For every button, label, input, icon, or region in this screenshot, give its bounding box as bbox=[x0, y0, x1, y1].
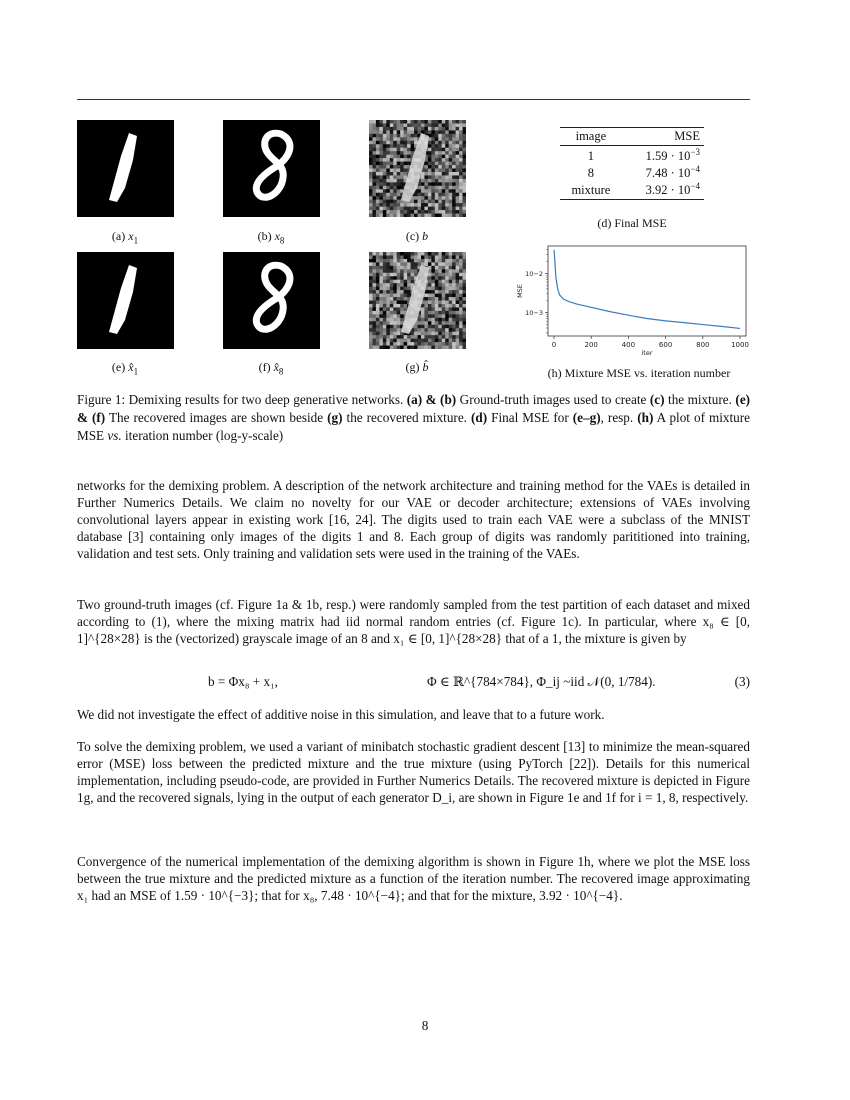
one-digit-image bbox=[369, 252, 466, 349]
mse-vs-iteration-plot bbox=[508, 244, 758, 359]
one-digit-image bbox=[77, 120, 174, 217]
subcaption-d: (d) Final MSE bbox=[597, 216, 667, 230]
x-tick-label: 1000 bbox=[731, 341, 749, 349]
x-tick-label: 200 bbox=[584, 341, 598, 349]
y-tick-label: 10−2 bbox=[525, 269, 543, 278]
paragraph-3: We did not investigate the effect of additive noise in this simulation, and leave that to a future work. bbox=[77, 707, 605, 722]
x-tick-label: 800 bbox=[696, 341, 710, 349]
table-row: mixture $3.92 \cdot 10^{-4}$ bbox=[560, 182, 704, 200]
image-b-hat bbox=[369, 252, 466, 349]
y-axis-label: MSE bbox=[516, 284, 524, 298]
table-header-image: image bbox=[575, 129, 607, 143]
image-x1 bbox=[77, 120, 174, 217]
subcaption-h: (h) Mixture MSE vs. iteration number bbox=[547, 366, 731, 380]
equation-right: Φ ∈ ℝ^{784×784}, Φ_ij ~iid 𝒩(0, 1/784). bbox=[427, 674, 656, 689]
equation-left: b = Φx₈ + x₁, bbox=[208, 674, 278, 689]
header-rule bbox=[77, 99, 750, 100]
x-tick-label: 0 bbox=[551, 341, 557, 349]
table-header-mse: MSE bbox=[674, 129, 700, 143]
x-tick-label: 400 bbox=[621, 341, 636, 349]
one-digit-image bbox=[369, 120, 466, 217]
image-x8 bbox=[223, 120, 320, 217]
one-digit-image bbox=[77, 252, 174, 349]
x-tick-label: 600 bbox=[658, 341, 673, 349]
image-b-mixture bbox=[369, 120, 466, 217]
equation-number: (3) bbox=[734, 674, 750, 689]
subcaption-g: (g) b̂ bbox=[405, 360, 429, 374]
image-x8-hat bbox=[223, 252, 320, 349]
y-tick-label: 10−3 bbox=[525, 308, 543, 317]
plot-frame bbox=[548, 246, 746, 336]
subcaption-f: (f) $x̂_8$ bbox=[258, 360, 284, 377]
paragraph-5: Convergence of the numerical implementation of the demixing algorithm is shown in Figure 1h, where we plot the MSE loss between the true mixture and the predicted mixture as a function of the iteration number. The recovered image approximating x₁ had an MSE of 1.59 · 10^{−3}; that for x₈, 7.48 · 10^{−4}; and that for the mixture, 3.92 · 10^{−4}. bbox=[77, 854, 750, 904]
final-mse-table bbox=[560, 127, 704, 200]
x-axis-label: iter bbox=[641, 349, 653, 357]
eight-digit-image bbox=[223, 252, 320, 349]
paragraph-2: Two ground-truth images (cf. Figure 1a & 1b, resp.) were randomly sampled from the test partition of each dataset and mixed according to (1), where the mixing matrix had iid normal random entries (cf. Figure 1c). In particular, where x₈ ∈ [0, 1]^{28×28} is the (vectorized) grayscale image of an 8 and x₁ ∈ [0, 1]^{28×28} that of a 1, the mixture is given by bbox=[77, 597, 750, 647]
image-x1-hat bbox=[77, 252, 174, 349]
subcaption-b: (b) $x_8$ bbox=[257, 229, 285, 246]
page-number: 8 bbox=[421, 1018, 429, 1033]
figure-caption: Figure 1: Demixing results for two deep generative networks. (a) & (b) Ground-truth images used to create (c) the mixture. (e) & (f) The recovered images are shown beside (g) the recovered mixture. (d) Final MSE for (e–g), resp. (h) A plot of mixture MSE vs. iteration number (log-y-scale) bbox=[77, 392, 751, 443]
eight-digit-image bbox=[223, 120, 320, 217]
subcaption-a: (a) $x_1$ bbox=[111, 229, 139, 246]
mse-series-line bbox=[554, 250, 740, 329]
subcaption-e: (e) $x̂_1$ bbox=[111, 360, 139, 377]
table-row: 1 $1.59 \cdot 10^{-3}$ bbox=[587, 146, 700, 163]
paragraph-4: To solve the demixing problem, we used a variant of minibatch stochastic gradient descent [13] to minimize the mean-squared error (MSE) loss between the predicted mixture and the true mixture (using PyTorch [22]). Details for this numerical implementation, including pseudo-code, are provided in Further Numerics Details. The recovered mixture is depicted in Figure 1g, and the recovered signals, lying in the output of each generator D_i, are shown in Figure 1e and 1f for i = 1, 8, respectively. bbox=[77, 739, 750, 806]
paragraph-1: networks for the demixing problem. A description of the network architecture and training method for the VAEs is detailed in Further Numerics Details. We claim no novelty for our VAE or decoder architecture; extensions of VAEs involving convolutional layers appear in existing work [16, 24]. The digits used to train each VAE were a subclass of the MNIST database [3] containing only images of the digits 1 and 8. Each group of digits was randomly parititioned into training, validation and test sets. Only training and validation sets were used in the training of the VAEs. bbox=[77, 478, 750, 562]
equation-3 bbox=[77, 674, 750, 694]
subcaption-c: (c) b bbox=[405, 229, 429, 243]
table-row: 8 $7.48 \cdot 10^{-4}$ bbox=[587, 163, 700, 180]
